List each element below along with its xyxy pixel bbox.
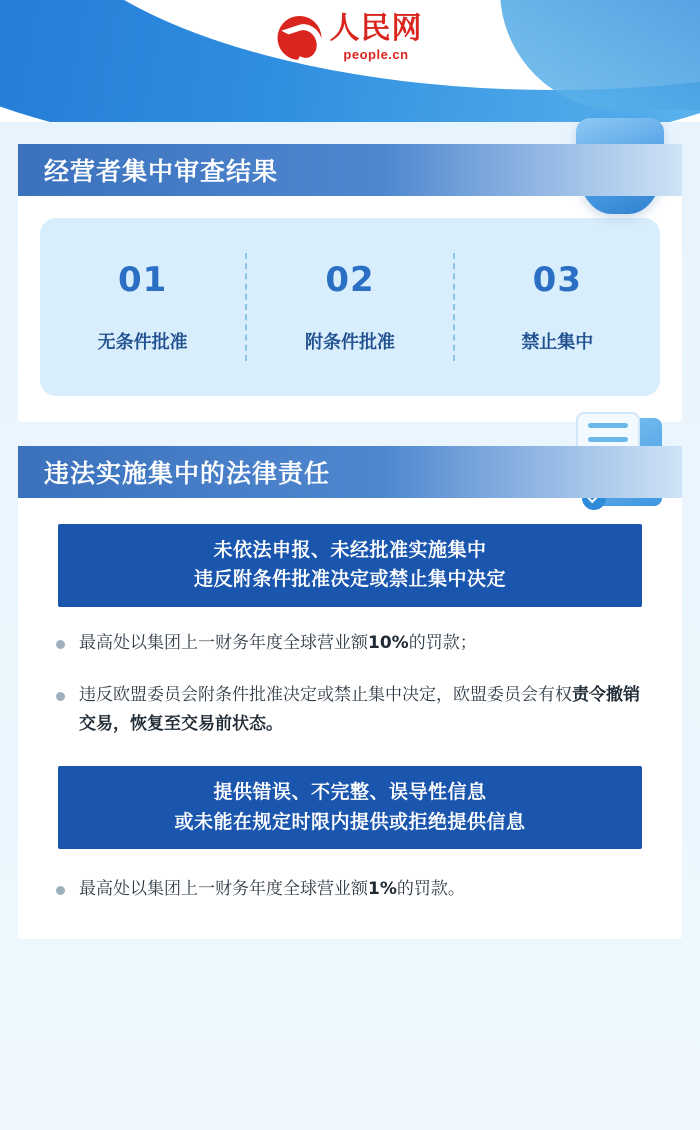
bullet-dot-icon [56, 640, 65, 649]
step-item [455, 260, 660, 354]
list-item [40, 681, 660, 741]
document-line [588, 423, 628, 428]
list-item-text-pre: 最高处以集团上一财务年度全球营业额 [79, 632, 368, 653]
list-item-text-pre: 违反欧盟委员会附条件批准决定或禁止集中决定，欧盟委员会有权 [79, 684, 572, 705]
step-number: 03 [532, 260, 582, 300]
section-legal-liability [18, 446, 682, 939]
list-item-text-emphasis: 1% [368, 879, 397, 899]
list-item-text-pre: 最高处以集团上一财务年度全球营业额 [79, 879, 368, 899]
site-logo-wordmark [329, 11, 423, 62]
section-title-review-results: 经营者集中审查结果 [18, 144, 682, 196]
site-name-en: people.cn [343, 47, 409, 62]
list-item-text-post: 的罚款； [408, 632, 477, 653]
bullet-dot-icon [56, 692, 65, 701]
list-item-text [79, 681, 646, 741]
list-item-text-post: 的罚款。 [396, 879, 465, 899]
step-label: 无条件批准 [97, 332, 188, 353]
step-number: 01 [118, 260, 168, 300]
site-name-cn: 人民网 [329, 11, 423, 46]
bullet-dot-icon [56, 886, 65, 895]
list-item [40, 875, 660, 905]
step-item [247, 260, 452, 354]
step-label: 附条件批准 [304, 332, 395, 353]
liability-banner-1-line2: 违反附条件批准决定或禁止集中决定 [193, 568, 506, 591]
step-label: 禁止集中 [521, 332, 594, 353]
list-item-text [79, 629, 477, 659]
step-item [40, 260, 245, 354]
site-logo[interactable] [278, 11, 423, 62]
liability-banner-1-line1: 未依法申报、未经批准实施集中 [213, 539, 487, 561]
liability-banner-2 [58, 766, 642, 849]
list-item-text [79, 875, 465, 905]
liability-banner-1 [58, 524, 642, 607]
list-item-text-emphasis: 责令撤销交易，恢复至交易前状态。 [79, 684, 640, 735]
section-review-results-body [18, 196, 682, 422]
step-number: 02 [325, 260, 375, 300]
liability-banner-2-line2: 或未能在规定时限内提供或拒绝提供信息 [174, 810, 526, 833]
section-legal-liability-body [18, 498, 682, 939]
list-item-text-emphasis: 10% [368, 632, 409, 653]
people-cn-logo-icon [278, 16, 322, 60]
section-review-results [18, 144, 682, 422]
review-result-steps [40, 218, 660, 396]
page-content [0, 122, 700, 1130]
document-line [588, 437, 628, 442]
liability-banner-2-line1: 提供错误、不完整、误导性信息 [213, 781, 487, 804]
section-title-legal-liability: 违法实施集中的法律责任 [18, 446, 682, 498]
page-bottom-strip [0, 1112, 700, 1130]
list-item [40, 629, 660, 659]
page-banner [0, 0, 700, 122]
